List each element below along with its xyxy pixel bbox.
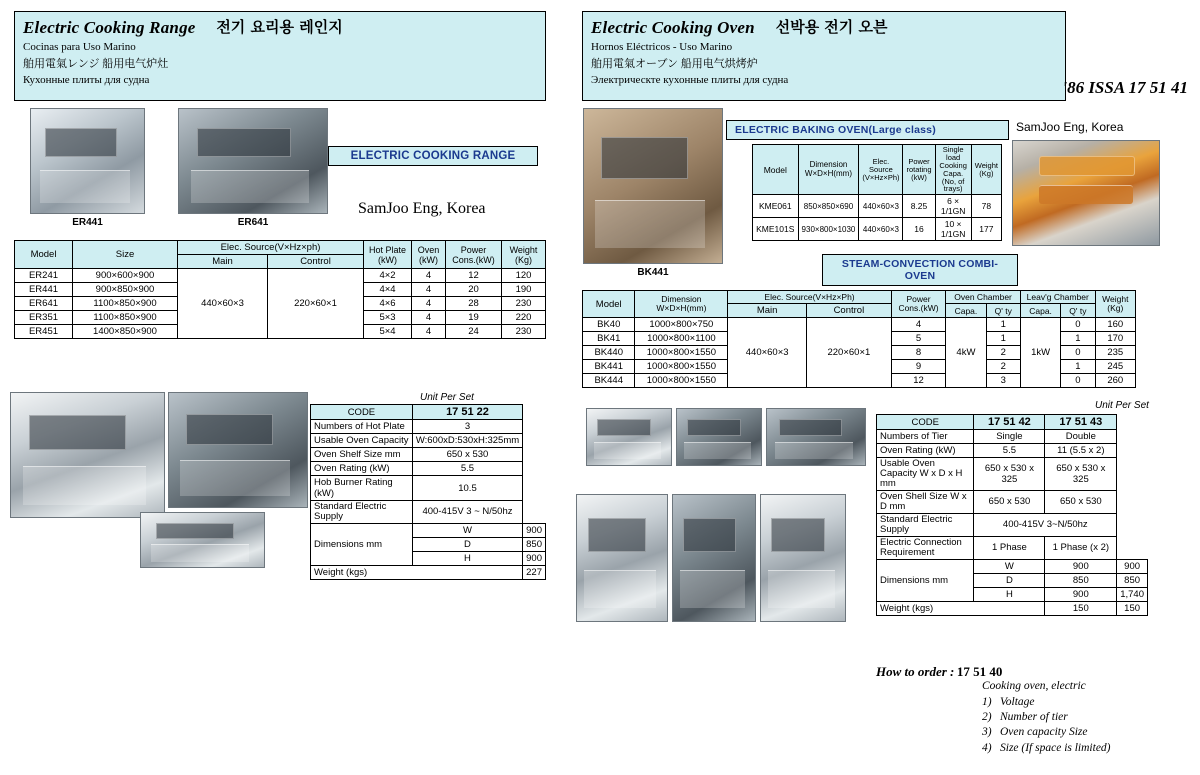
- spec-value-double: 650 x 530 x 325: [1045, 458, 1117, 491]
- right-spec-table: [876, 414, 1148, 616]
- table-row: [311, 448, 546, 462]
- th-size: Size: [73, 241, 178, 269]
- th-single-load: Single load Cooking Capa. (No, of trays): [935, 145, 971, 195]
- cell-leav-capa: 1kW: [1020, 318, 1060, 388]
- cell-oven: 4: [412, 283, 446, 297]
- th-weight: Weight (Kg): [971, 145, 1001, 195]
- table-row: [877, 536, 1148, 559]
- cell-weight: 230: [502, 325, 546, 339]
- table-row: [877, 430, 1148, 444]
- table-row: [311, 501, 546, 524]
- baking-oven-banner: ELECTRIC BAKING OVEN(Large class): [726, 120, 1009, 140]
- photo-combi-oven: [1012, 140, 1160, 260]
- cell-oven: 4: [412, 269, 446, 283]
- cell-dimension: 1000×800×1550: [635, 374, 728, 388]
- right-unit-per-set: Unit Per Set: [1095, 400, 1149, 411]
- photo-oven-d: [576, 494, 668, 636]
- how-to-order-item: [982, 725, 1176, 740]
- cell-weight: 260: [1095, 374, 1135, 388]
- cell-power: 8.25: [903, 195, 935, 218]
- th-oven: Oven (kW): [412, 241, 446, 269]
- table-row: [877, 513, 1148, 536]
- dim-axis: D: [412, 537, 522, 551]
- spec-value-double: 11 (5.5 x 2): [1045, 444, 1117, 458]
- cell-power: 28: [446, 297, 502, 311]
- th-main: Main: [178, 255, 268, 269]
- range-image-2: [178, 108, 328, 214]
- th-control: Control: [268, 255, 364, 269]
- cell-weight: 245: [1095, 360, 1135, 374]
- cell-leav-qty: 1: [1061, 332, 1095, 346]
- issa-code: '86 ISSA 17 51 41: [1062, 78, 1188, 97]
- th-oven-chamber: Oven Chamber: [946, 291, 1021, 304]
- th-power: Power Cons.(kW): [891, 291, 945, 318]
- spec-value: 5.5: [412, 462, 522, 476]
- cell-oven-qty: 1: [986, 332, 1020, 346]
- dim-axis: D: [974, 573, 1045, 587]
- photo-caption: ER441: [72, 217, 103, 228]
- photo-oven-e: [672, 494, 756, 636]
- th-hot-plate: Hot Plate (kW): [364, 241, 412, 269]
- cell-power: 4: [891, 318, 945, 332]
- cell-weight: 120: [502, 269, 546, 283]
- cell-oven-qty: 3: [986, 374, 1020, 388]
- cell-capa: 6 × 1/1GN: [935, 195, 971, 218]
- cell-oven: 4: [412, 297, 446, 311]
- combi-oven-banner: STEAM-CONVECTION COMBI-OVEN: [822, 254, 1018, 286]
- dim-value: 900: [523, 523, 546, 537]
- th-oven-capa: Capa.: [946, 304, 986, 318]
- cell-code-value: 17 51 22: [412, 405, 522, 420]
- left-header: [14, 11, 546, 101]
- right-subtitle-cjk: 舶用電氣オーブン 船用电气烘烤炉: [591, 57, 758, 70]
- spec-label-weight: Weight (kgs): [877, 601, 1045, 615]
- dim-value-double: 1,740: [1117, 587, 1148, 601]
- cell-model: KME101S: [753, 218, 799, 241]
- spec-value-weight: 227: [523, 565, 546, 579]
- th-model: Model: [753, 145, 799, 195]
- cell-dimension: 1000×800×1550: [635, 346, 728, 360]
- spec-value-weight-double: 150: [1117, 601, 1148, 615]
- spec-value-double: 650 x 530: [1045, 490, 1117, 513]
- th-model: Model: [15, 241, 73, 269]
- th-weight: Weight (Kg): [1095, 291, 1135, 318]
- left-spec-table: [310, 404, 546, 580]
- spec-label: Oven Rating (kW): [877, 444, 974, 458]
- dim-value: 850: [523, 537, 546, 551]
- spec-label: Oven Rating (kW): [311, 462, 413, 476]
- spec-value: 3: [412, 420, 522, 434]
- table-row: [877, 444, 1148, 458]
- bk-model-table: [582, 290, 1136, 388]
- cell-size: 1100×850×900: [73, 311, 178, 325]
- spec-value: 400-415V 3 ~ N/50hz: [412, 501, 522, 524]
- photo-er441: [30, 108, 145, 228]
- photo-range-side: [140, 512, 265, 582]
- oven-image-8: [760, 494, 846, 622]
- range-image-1: [30, 108, 145, 214]
- how-to-order-item: [982, 710, 1176, 725]
- cell-oven-qty: 2: [986, 360, 1020, 374]
- cell-weight: 220: [502, 311, 546, 325]
- cell-power: 12: [891, 374, 945, 388]
- cell-model: KME061: [753, 195, 799, 218]
- spec-label: Standard Electric Supply: [877, 513, 974, 536]
- cell-code-value-1: 17 51 42: [974, 415, 1045, 430]
- table-row: [877, 458, 1148, 491]
- spec-value-single: 1 Phase: [974, 536, 1045, 559]
- photo-caption: ER641: [237, 217, 269, 228]
- cell-leav-qty: 0: [1061, 318, 1095, 332]
- photo-oven-f: [760, 494, 846, 636]
- range-image-5: [140, 512, 265, 568]
- table-row: [311, 523, 546, 537]
- right-title: Electric Cooking Oven: [591, 18, 755, 37]
- spec-value-single: Single: [974, 430, 1045, 444]
- photo-er641: [178, 108, 328, 228]
- right-subtitle-ru: Электрическте кухонные плиты для судна: [591, 74, 789, 87]
- th-main: Main: [728, 304, 807, 318]
- spec-label: Electric Connection Requirement: [877, 536, 974, 559]
- cell-weight: 177: [971, 218, 1001, 241]
- cell-model: BK441: [583, 360, 635, 374]
- cell-model: ER441: [15, 283, 73, 297]
- oven-image-4: [676, 408, 762, 466]
- dim-axis: H: [412, 551, 522, 565]
- dim-axis: W: [974, 559, 1045, 573]
- th-model: Model: [583, 291, 635, 318]
- spec-value: 650 x 530: [412, 448, 522, 462]
- dim-value-single: 850: [1045, 573, 1117, 587]
- spec-label: Numbers of Tier: [877, 430, 974, 444]
- spec-label-dimensions: Dimensions mm: [877, 559, 974, 601]
- cell-power: 19: [446, 311, 502, 325]
- baking-oven-table: [752, 144, 1002, 241]
- spec-value-double: 1 Phase (x 2): [1045, 536, 1117, 559]
- right-brand: SamJoo Eng, Korea: [1016, 120, 1124, 134]
- dim-value-double: 900: [1117, 559, 1148, 573]
- left-model-table: [14, 240, 546, 339]
- cell-oven-qty: 1: [986, 318, 1020, 332]
- cell-dimension: 1000×800×750: [635, 318, 728, 332]
- cell-size: 1100×850×900: [73, 297, 178, 311]
- cell-main: 440×60×3: [728, 318, 807, 388]
- table-row: [311, 565, 546, 579]
- cell-power: 9: [891, 360, 945, 374]
- oven-image-7: [672, 494, 756, 622]
- range-image-3: [10, 392, 165, 518]
- cell-weight: 170: [1095, 332, 1135, 346]
- table-row: [877, 559, 1148, 573]
- cell-model: ER241: [15, 269, 73, 283]
- oven-image-5: [766, 408, 866, 466]
- left-title-korean: 전기 요리용 레인지: [216, 18, 343, 36]
- th-dimension: Dimension W×D×H(mm): [798, 145, 859, 195]
- cell-hot-plate: 5×3: [364, 311, 412, 325]
- table-row: [753, 195, 1002, 218]
- item-text: Number of tier: [1000, 711, 1068, 724]
- left-unit-per-set: Unit Per Set: [420, 392, 474, 403]
- cell-main: 440×60×3: [178, 269, 268, 339]
- cell-size: 1400×850×900: [73, 325, 178, 339]
- th-leav-chamber: Leav'g Chamber: [1020, 291, 1095, 304]
- item-text: Voltage: [1000, 696, 1035, 708]
- cell-code-value-2: 17 51 43: [1045, 415, 1117, 430]
- cell-model: ER641: [15, 297, 73, 311]
- how-to-order-item: [982, 695, 1176, 710]
- cell-control: 220×60×1: [268, 269, 364, 339]
- spec-value: W:600xD:530xH:325mm: [412, 434, 522, 448]
- item-number: 1): [982, 696, 992, 708]
- left-brand: SamJoo Eng, Korea: [358, 200, 486, 217]
- item-text: Size (If space is limited): [1000, 741, 1111, 754]
- right-header: [582, 11, 1066, 101]
- photo-oven-b: [676, 408, 762, 480]
- range-image-4: [168, 392, 308, 508]
- cell-dimension: 850×850×690: [798, 195, 859, 218]
- th-leav-capa: Capa.: [1020, 304, 1060, 318]
- spec-label: Standard Electric Supply: [311, 501, 413, 524]
- cell-power: 24: [446, 325, 502, 339]
- table-row: [15, 269, 546, 283]
- cell-size: 900×600×900: [73, 269, 178, 283]
- cell-leav-qty: 0: [1061, 374, 1095, 388]
- how-to-order-item: [982, 741, 1176, 756]
- cell-dimension: 930×800×1030: [798, 218, 859, 241]
- table-row: [583, 318, 1136, 332]
- cell-elec: 440×60×3: [859, 195, 903, 218]
- cell-weight: 235: [1095, 346, 1135, 360]
- spec-value: 10.5: [412, 476, 522, 501]
- cell-oven-qty: 2: [986, 346, 1020, 360]
- th-dimension: Dimension W×D×H(mm): [635, 291, 728, 318]
- cell-model: ER351: [15, 311, 73, 325]
- cell-model: BK440: [583, 346, 635, 360]
- oven-image-6: [576, 494, 668, 622]
- cell-leav-qty: 0: [1061, 346, 1095, 360]
- cell-power: 20: [446, 283, 502, 297]
- table-row: [877, 490, 1148, 513]
- cell-control: 220×60×1: [807, 318, 892, 388]
- spec-value-single: 5.5: [974, 444, 1045, 458]
- cell-size: 900×850×900: [73, 283, 178, 297]
- spec-label: Numbers of Hot Plate: [311, 420, 413, 434]
- cell-dimension: 1000×800×1100: [635, 332, 728, 346]
- cell-model: BK41: [583, 332, 635, 346]
- oven-image-1: [583, 108, 723, 264]
- spec-label: Oven Shell Size W x D mm: [877, 490, 974, 513]
- th-control: Control: [807, 304, 892, 318]
- cell-oven: 4: [412, 311, 446, 325]
- oven-image-3: [586, 408, 672, 466]
- th-oven-qty: Q' ty: [986, 304, 1020, 318]
- item-number: 2): [982, 711, 992, 724]
- dim-axis: H: [974, 587, 1045, 601]
- cell-dimension: 1000×800×1550: [635, 360, 728, 374]
- left-title: Electric Cooking Range: [23, 18, 196, 37]
- photo-range-oven-open: [10, 392, 165, 532]
- cell-model: BK40: [583, 318, 635, 332]
- cell-elec: 440×60×3: [859, 218, 903, 241]
- th-leav-qty: Q' ty: [1061, 304, 1095, 318]
- left-subtitle-ru: Кухонные плиты для судна: [23, 74, 150, 87]
- cell-hot-plate: 4×4: [364, 283, 412, 297]
- cell-leav-qty: 1: [1061, 360, 1095, 374]
- cell-power: 8: [891, 346, 945, 360]
- spec-value-single: 650 x 530 x 325: [974, 458, 1045, 491]
- cell-hot-plate: 4×6: [364, 297, 412, 311]
- dim-value-single: 900: [1045, 559, 1117, 573]
- oven-image-2: [1012, 140, 1160, 246]
- how-to-order-lead: Cooking oven, electric: [982, 680, 1086, 692]
- cell-hot-plate: 4×2: [364, 269, 412, 283]
- photo-range-front: [168, 392, 308, 522]
- cell-model: BK444: [583, 374, 635, 388]
- cell-weight: 160: [1095, 318, 1135, 332]
- cell-capa: 10 × 1/1GN: [935, 218, 971, 241]
- table-row: [877, 601, 1148, 615]
- th-elec-source: Elec. Source(V×Hz×Ph): [728, 291, 891, 304]
- spec-label: Usable Oven Capacity: [311, 434, 413, 448]
- how-to-order: [876, 664, 1176, 756]
- cell-hot-plate: 5×4: [364, 325, 412, 339]
- photo-oven-a: [586, 408, 672, 480]
- table-row: [311, 420, 546, 434]
- dim-value-single: 900: [1045, 587, 1117, 601]
- dim-axis: W: [412, 523, 522, 537]
- spec-label: Oven Shelf Size mm: [311, 448, 413, 462]
- cell-power: 12: [446, 269, 502, 283]
- item-text: Oven capacity Size: [1000, 726, 1088, 739]
- cell-oven-capa: 4kW: [946, 318, 986, 388]
- spec-value-shared: 400-415V 3~N/50hz: [974, 513, 1117, 536]
- th-elec-source: Elec. Source (V×Hz×Ph): [859, 145, 903, 195]
- cell-model: ER451: [15, 325, 73, 339]
- left-banner: ELECTRIC COOKING RANGE: [328, 146, 538, 166]
- spec-value-double: Double: [1045, 430, 1117, 444]
- left-subtitle-es: Cocinas para Uso Marino: [23, 41, 136, 53]
- th-elec-source: Elec. Source(V×Hz×ph): [178, 241, 364, 255]
- spec-value-single: 650 x 530: [974, 490, 1045, 513]
- table-row: [311, 434, 546, 448]
- item-number: 3): [982, 726, 992, 739]
- cell-weight: 78: [971, 195, 1001, 218]
- left-subtitle-cjk: 舶用電氣レンジ 船用电气炉灶: [23, 57, 169, 70]
- th-power: Power Cons.(kW): [446, 241, 502, 269]
- table-row: [753, 218, 1002, 241]
- table-row: [311, 462, 546, 476]
- photo-bk441: [583, 108, 723, 278]
- how-to-order-code: 17 51 40: [956, 664, 1003, 679]
- th-weight: Weight (Kg): [502, 241, 546, 269]
- th-code: CODE: [311, 405, 413, 420]
- cell-power: 5: [891, 332, 945, 346]
- cell-weight: 230: [502, 297, 546, 311]
- th-code: CODE: [877, 415, 974, 430]
- right-subtitle-es: Hornos Eléctricos - Uso Marino: [591, 41, 733, 53]
- how-to-order-title: How to order :: [876, 664, 955, 679]
- th-power: Power rotating (kW): [903, 145, 935, 195]
- spec-label-dimensions: Dimensions mm: [311, 523, 413, 565]
- cell-oven: 4: [412, 325, 446, 339]
- spec-label: Usable Oven Capacity W x D x H mm: [877, 458, 974, 491]
- spec-label-weight: Weight (kgs): [311, 565, 523, 579]
- cell-weight: 190: [502, 283, 546, 297]
- dim-value: 900: [523, 551, 546, 565]
- right-title-korean: 선박용 전기 오븐: [775, 18, 888, 36]
- cell-power: 16: [903, 218, 935, 241]
- table-row: [311, 476, 546, 501]
- dim-value-double: 850: [1117, 573, 1148, 587]
- photo-oven-c: [766, 408, 866, 480]
- spec-value-weight-single: 150: [1045, 601, 1117, 615]
- spec-label: Hob Burner Rating (kW): [311, 476, 413, 501]
- photo-caption: BK441: [637, 267, 669, 278]
- item-number: 4): [982, 741, 992, 754]
